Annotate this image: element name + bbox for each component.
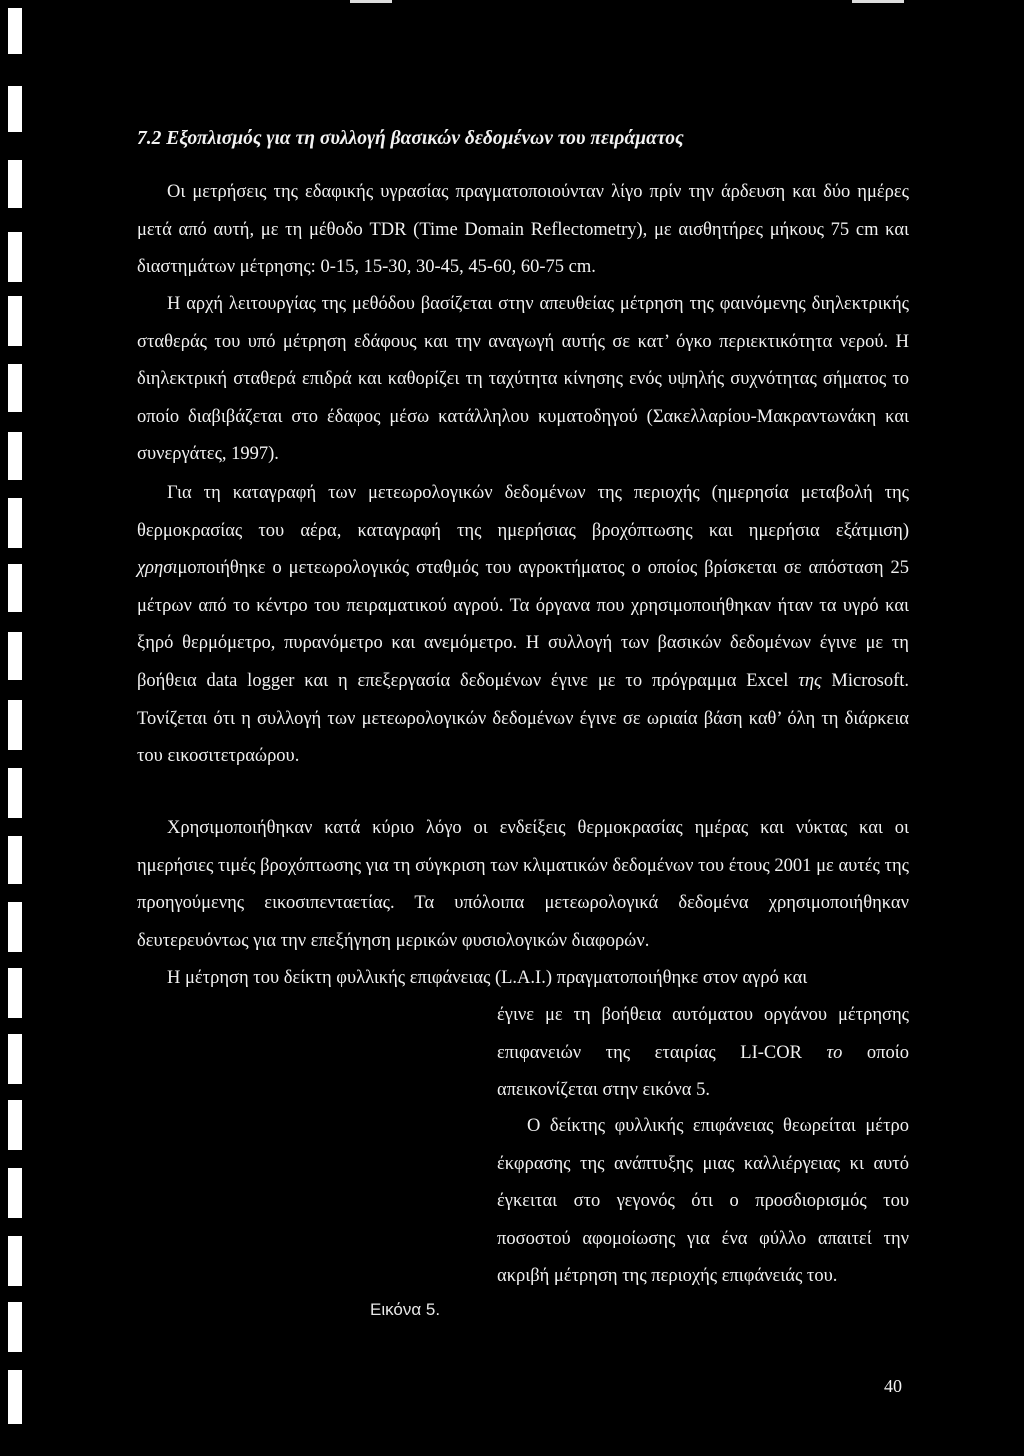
scan-edge-mark-right <box>852 0 904 3</box>
paragraph-lai-definition: Ο δείκτης φυλλικής επιφάνειας θεωρείται μέτρο έκφρασης της ανάπτυξης μιας καλλιέργειας κι αυτό έγκειται στο γεγονός ότι ο προσδιορισμός του ποσοστού αφομοίωσης για ένα φύλλο απαιτεί την ακριβή μέτρηση της περιοχής επιφάνειάς του. <box>497 1116 909 1287</box>
text-run-italic: της <box>798 670 822 691</box>
text-run: μοποιήθηκε ο μετεωρολογικός σταθμός του αγροκτήματος ο οποίος βρίσκεται σε απόσταση 25 μέτρων από το κέντρο του πειραματικού αγρού. Τα όργανα που χρησιμοποιήθηκαν ήταν τα υγρό και ξηρό θερμόμετρο, πυρανόμετρο και ανεμόμετρο. Η συλλογή των βασικών δεδομένων έγινε με τη βοήθεια data logger και η επεξεργασία δεδομένων έγινε με το πρόγραμμα Excel <box>137 558 909 691</box>
text-run: έγινε με τη βοήθεια αυτόματου οργάνου μέτρησης επιφανειών της εταιρίας LI-COR <box>497 1005 909 1063</box>
text-run: Microsoft. Τονίζεται ότι η συλλογή των μετεωρολογικών δεδομένων έγινε σε ωριαία βάση καθ’ όλη τη διάρκεια του εικοσιτετραώρου. <box>137 670 909 767</box>
binding-mark <box>8 632 22 680</box>
binding-mark <box>8 432 22 480</box>
page-number: 40 <box>884 1376 902 1396</box>
paragraph-tdr-principle: Η αρχή λειτουργίας της μεθόδου βασίζεται στην απευθείας μέτρηση της φαινόμενης διηλεκτρικής σταθεράς του υπό μέτρηση εδάφους και την αναγωγή αυτής σε κατ’ όγκο περιεκτικότητα νερού. Η διηλεκτρική σταθερά επιδρά και καθορίζει τη ταχύτητα κίνησης ενός υψηλής συχνότητας σήματος το οποίο διαβιβάζεται στο έδαφος μέσω κατάλληλου κυματοδηγού (Σακελλαρίου-Μακραντωνάκη και συνεργάτες, 1997). <box>137 294 909 465</box>
binding-mark <box>8 364 22 412</box>
text-run-italic: χρησι <box>137 558 178 579</box>
binding-mark <box>8 700 22 750</box>
binding-mark <box>8 1168 22 1218</box>
binding-mark <box>8 1302 22 1352</box>
binding-mark <box>8 836 22 884</box>
binding-mark <box>8 1236 22 1286</box>
binding-mark <box>8 968 22 1018</box>
binding-mark <box>8 1370 22 1424</box>
binding-mark <box>8 564 22 612</box>
scan-edge-mark-left <box>350 0 392 3</box>
section-heading: 7.2 Εξοπλισμός για τη συλλογή βασικών δεδομένων του πειράματος <box>137 128 684 149</box>
binding-mark <box>8 232 22 282</box>
scan-binding-marks <box>8 0 24 1456</box>
binding-mark <box>8 1100 22 1150</box>
binding-mark <box>8 8 22 54</box>
paragraph-lai-continued <box>497 997 909 1110</box>
binding-mark <box>8 902 22 952</box>
text-run-italic: το <box>826 1042 843 1063</box>
binding-mark <box>8 86 22 132</box>
binding-mark <box>8 160 22 208</box>
paragraph-climate-comparison: Χρησιμοποιήθηκαν κατά κύριο λόγο οι ενδείξεις θερμοκρασίας ημέρας και νύκτας και οι ημερήσιες τιμές βροχόπτωσης για τη σύγκριση των κλιματικών δεδομένων του έτους 2001 με αυτές της προηγούμενης εικοσιπενταετίας. Τα υπόλοιπα μετεωρολογικά δεδομένα χρησιμοποιήθηκαν δευτερευόντως για την επεξήγηση μερικών φυσιολογικών διαφορών. <box>137 818 909 951</box>
text-run: Για τη καταγραφή των μετεωρολογικών δεδομένων της περιοχής (ημερησία μεταβολή της θερμοκρασίας του αέρα, καταγραφή της ημερήσιας βροχόπτωσης και ημερήσια εξάτμιση) <box>137 483 909 541</box>
text-run: οποίο απεικονίζεται στην εικόνα 5. <box>497 1042 909 1101</box>
binding-mark <box>8 498 22 548</box>
paragraph-lai-first-line: Η μέτρηση του δείκτη φυλλικής επιφάνειας (L.A.I.) πραγματοποιήθηκε στον αγρό και <box>167 968 808 988</box>
binding-mark <box>8 768 22 818</box>
paragraph-tdr-measurements: Οι μετρήσεις της εδαφικής υγρασίας πραγματοποιούνταν λίγο πρίν την άρδευση και δύο ημέρες μετά από αυτή, με τη μέθοδο TDR (Time Domain Reflectometry), με αισθητήρες μήκους 75 cm και διαστημάτων μέτρησης: 0-15, 15-30, 30-45, 45-60, 60-75 cm. <box>137 182 909 278</box>
binding-mark <box>8 1034 22 1084</box>
figure-caption: Εικόνα 5. <box>370 1300 441 1319</box>
paragraph-weather-station <box>137 475 909 776</box>
binding-mark <box>8 296 22 346</box>
